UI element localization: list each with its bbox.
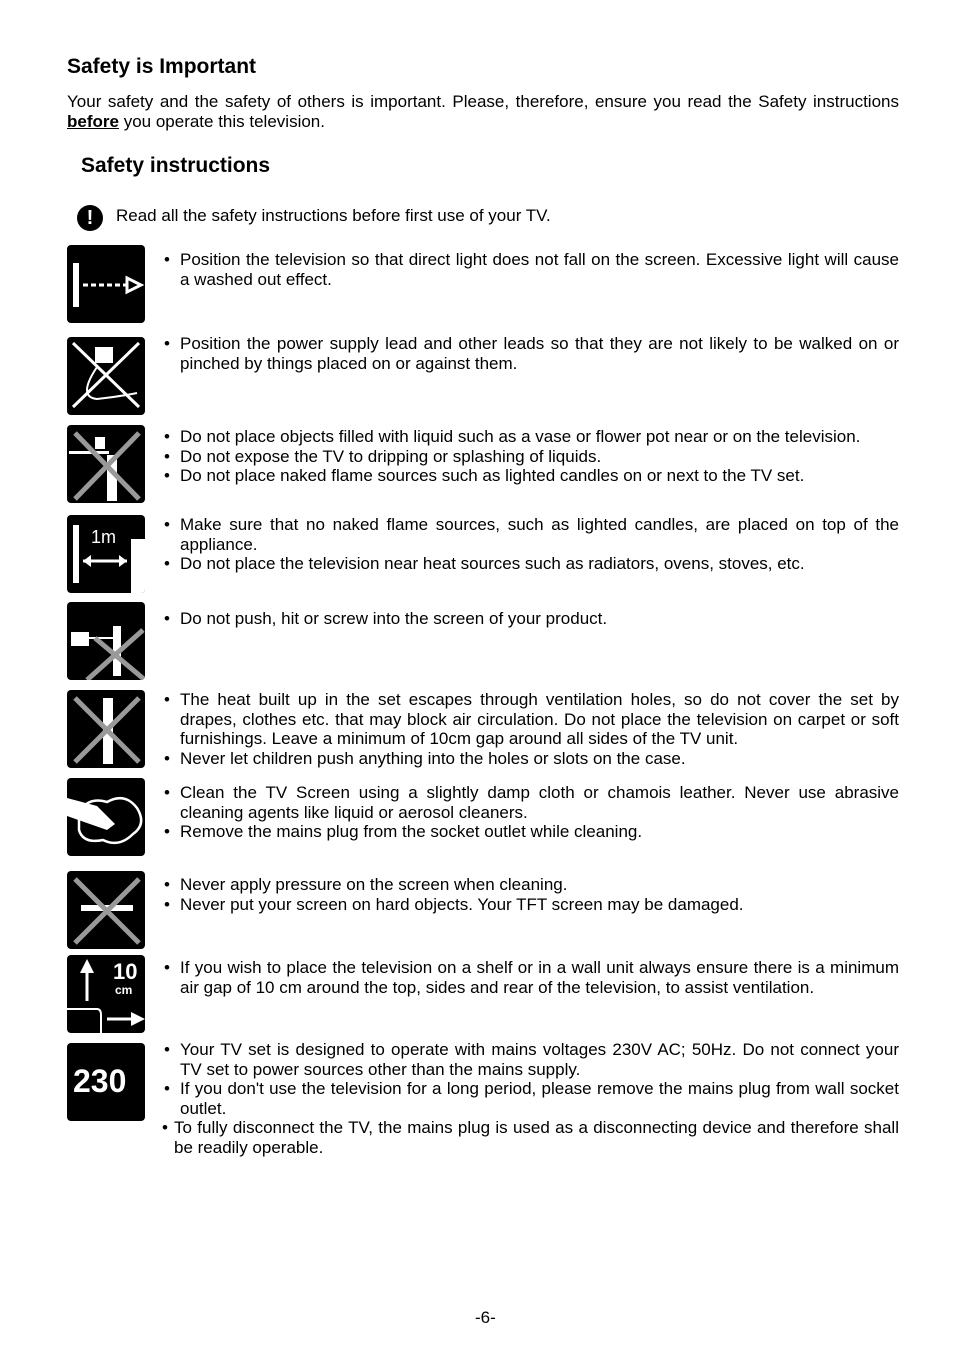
list-item: • Do not place objects filled with liquid such as a vase or flower pot near or on the television. — [162, 427, 899, 447]
list-item: • Clean the TV Screen using a slightly damp cloth or chamois leather. Never use abrasive cleaning agents like liquid or aerosol cleaners. — [162, 783, 899, 822]
no-liquid-icon — [67, 425, 145, 503]
list-item: • Never put your screen on hard objects. Your TFT screen may be damaged. — [162, 895, 899, 915]
no-screw-icon — [67, 602, 145, 680]
no-cover-icon — [67, 690, 145, 768]
safety-block-light — [162, 250, 899, 289]
list-item: • Position the power supply lead and other leads so that they are not likely to be walked on or pinched by things placed on or against them. — [162, 334, 899, 373]
warning-text: Read all the safety instructions before first use of your TV. — [116, 206, 551, 225]
safety-block-power — [162, 1040, 899, 1157]
safety-block-cleaning — [162, 783, 899, 842]
list-item: • If you don't use the television for a long period, please remove the mains plug from wall socket outlet. — [162, 1079, 899, 1118]
list-item: • Do not expose the TV to dripping or splashing of liquids. — [162, 447, 899, 467]
safety-block-airgap — [162, 958, 899, 997]
list-item: • Your TV set is designed to operate with mains voltages 230V AC; 50Hz. Do not connect your TV set to power sources other than the mains supply. — [162, 1040, 899, 1079]
list-item: • To fully disconnect the TV, the mains plug is used as a disconnecting device and therefore shall be readily operable. — [162, 1118, 899, 1157]
safety-block-pressure — [162, 875, 899, 914]
list-item: • Position the television so that direct light does not fall on the screen. Excessive light will cause a washed out effect. — [162, 250, 899, 289]
page-title: Safety is Important — [67, 55, 257, 78]
no-pressure-icon — [67, 871, 145, 949]
page-number: -6- — [475, 1308, 496, 1327]
list-item: • The heat built up in the set escapes through ventilation holes, so do not cover the set by drapes, clothes etc. that may block air circulation. Do not place the television on carpet or soft furnishings. Leave a minimum of 10cm gap around all sides of the TV unit. — [162, 690, 899, 749]
safety-block-screen — [162, 609, 899, 629]
voltage-icon — [67, 1043, 145, 1121]
warning-icon: ! — [77, 205, 103, 231]
list-item: • If you wish to place the television on a shelf or in a wall unit always ensure there is a minimum air gap of 10 cm around the top, sides and rear of the television, to assist ventilation. — [162, 958, 899, 997]
list-item: • Do not place naked flame sources such as lighted candles on or next to the TV set. — [162, 466, 899, 486]
list-item: • Never apply pressure on the screen when cleaning. — [162, 875, 899, 895]
list-item: • Never let children push anything into the holes or slots on the case. — [162, 749, 899, 769]
list-item: • Do not place the television near heat sources such as radiators, ovens, stoves, etc. — [162, 554, 899, 574]
intro-text: Your safety and the safety of others is important. Please, therefore, ensure you read the Safety instructions — [67, 92, 899, 111]
list-item: • Do not push, hit or screw into the screen of your product. — [162, 609, 899, 629]
intro-text-end: you operate this television. — [118, 111, 325, 131]
direct-light-icon — [67, 245, 145, 323]
intro-paragraph — [67, 92, 899, 131]
safety-block-liquids — [162, 427, 899, 486]
gap-value: 10 — [113, 959, 138, 984]
safety-block-cables — [162, 334, 899, 373]
flame-distance-icon — [67, 515, 145, 593]
ventilation-gap-icon — [67, 955, 145, 1033]
voltage-label: 230 — [73, 1063, 127, 1099]
no-cable-walk-icon — [67, 337, 145, 415]
intro-emphasis: before — [67, 111, 119, 131]
distance-label: 1m — [91, 527, 117, 547]
safety-block-ventilation — [162, 690, 899, 768]
safety-block-heat — [162, 515, 899, 574]
cleaning-cloth-icon — [67, 778, 145, 856]
gap-unit: cm — [115, 983, 133, 997]
list-item: • Make sure that no naked flame sources, such as lighted candles, are placed on top of the appliance. — [162, 515, 899, 554]
section-title: Safety instructions — [81, 154, 271, 177]
list-item: • Remove the mains plug from the socket outlet while cleaning. — [162, 822, 899, 842]
